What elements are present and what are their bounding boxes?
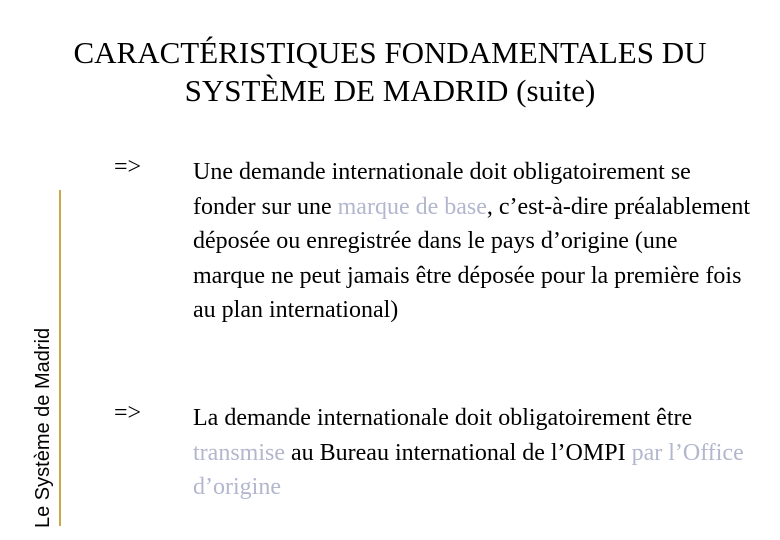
title-line-2: SYSTÈME DE MADRID (suite) xyxy=(184,73,596,108)
bullet-1-highlight-marque-de-base: marque de base xyxy=(337,193,487,220)
title-line-1: CARACTÉRISTIQUES FONDAMENTALES DU xyxy=(73,35,707,70)
bullet-text-1 xyxy=(193,155,753,328)
bullet-1-text-a: Une demande internationale doit obligatoirement se fonder sur une xyxy=(193,159,691,220)
bullet-arrow-1: => xyxy=(114,154,142,180)
bullet-arrow-2: => xyxy=(114,400,142,426)
bullet-2-text-a: La demande internationale doit obligatoirement être xyxy=(193,405,693,431)
slide-title xyxy=(0,34,780,110)
sidebar-divider xyxy=(59,190,61,526)
bullet-2-text-b: au Bureau international de l’OMPI xyxy=(284,439,632,466)
bullet-text-2 xyxy=(193,401,753,505)
bullet-2-highlight-transmise: transmise xyxy=(193,439,285,466)
sidebar-label: Le Système de Madrid xyxy=(32,327,54,528)
bullet-1-text-b: , c’est-à-dire préalablement déposée ou enregistrée dans le pays d’origine (une marque ne peut jamais être déposée pour la première fois au plan international) xyxy=(193,193,751,323)
bullet-2-highlight-office: par l’Office d’origine xyxy=(193,439,744,500)
